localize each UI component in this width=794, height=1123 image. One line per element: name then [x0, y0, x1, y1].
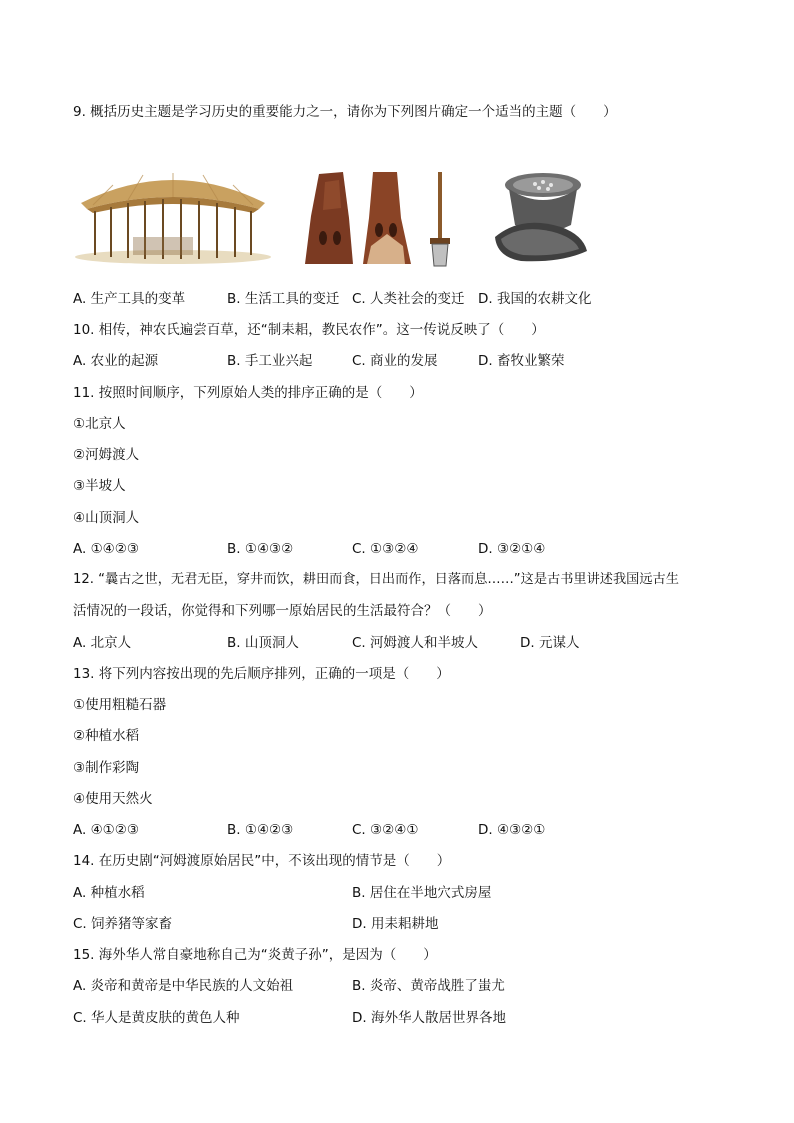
q11-stem: 11. 按照时间顺序，下列原始人类的排序正确的是（ ） [73, 385, 423, 401]
q10-stem: 10. 相传，神农氏遍尝百草，还“制耒耜，教民农作”。这一传说反映了（ ） [73, 322, 545, 338]
thatched-hut-image [73, 165, 273, 265]
grinding-stone-image [491, 165, 591, 271]
q12-option-a: A. 北京人 [73, 635, 132, 651]
q15-option-b: B. 炎帝、黄帝战胜了蚩尤 [352, 978, 505, 994]
q10-option-c: C. 商业的发展 [352, 353, 438, 369]
q13-item-4: ④使用天然火 [73, 791, 153, 807]
q10-option-a: A. 农业的起源 [73, 353, 159, 369]
q12-stem-line1: 12. “曩古之世，无君无臣，穿井而饮，耕田而食，日出而作，日落而息……”这是古书里讲述我国远古生 [73, 572, 679, 587]
q11-option-a: A. ①④②③ [73, 541, 139, 557]
q9-option-b: B. 生活工具的变迁 [227, 291, 340, 307]
q13-option-c: C. ③②④① [352, 822, 419, 838]
q9-option-c: C. 人类社会的变迁 [352, 291, 465, 307]
q14-stem: 14. 在历史剧“河姆渡原始居民”中，不该出现的情节是（ ） [73, 853, 451, 869]
q12-option-d: D. 元谋人 [520, 635, 580, 651]
q15-option-a: A. 炎帝和黄帝是中华民族的人文始祖 [73, 978, 294, 994]
q14-option-d: D. 用耒耜耕地 [352, 916, 439, 932]
q11-option-d: D. ③②①④ [478, 541, 546, 557]
q15-option-c: C. 华人是黄皮肤的黄色人种 [73, 1010, 240, 1026]
q13-stem: 13. 将下列内容按出现的先后顺序排列，正确的一项是（ ） [73, 666, 450, 682]
q12-option-b: B. 山顶洞人 [227, 635, 299, 651]
q11-option-b: B. ①④③② [227, 541, 294, 557]
q11-item-1: ①北京人 [73, 416, 126, 432]
q9-images [73, 160, 613, 275]
q13-item-3: ③制作彩陶 [73, 760, 140, 776]
q13-item-2: ②种植水稻 [73, 728, 140, 744]
q10-option-d: D. 畜牧业繁荣 [478, 353, 565, 369]
q10-option-b: B. 手工业兴起 [227, 353, 313, 369]
q12-option-c: C. 河姆渡人和半坡人 [352, 635, 479, 651]
q11-item-3: ③半坡人 [73, 478, 126, 494]
q14-option-b: B. 居住在半地穴式房屋 [352, 885, 492, 901]
q13-option-b: B. ①④②③ [227, 822, 294, 838]
q9-option-d: D. 我国的农耕文化 [478, 291, 592, 307]
q11-option-c: C. ①③②④ [352, 541, 419, 557]
q9-option-a: A. 生产工具的变革 [73, 291, 186, 307]
q14-option-a: A. 种植水稻 [73, 885, 145, 901]
q13-item-1: ①使用粗糙石器 [73, 697, 167, 713]
stone-tools-image [301, 168, 461, 270]
q14-option-c: C. 饲养猪等家畜 [73, 916, 173, 932]
q13-option-d: D. ④③②① [478, 822, 546, 838]
q15-stem: 15. 海外华人常自豪地称自己为“炎黄子孙”，是因为（ ） [73, 947, 437, 963]
q11-item-4: ④山顶洞人 [73, 510, 140, 526]
q11-item-2: ②河姆渡人 [73, 447, 140, 463]
q9-stem: 9. 概括历史主题是学习历史的重要能力之一，请你为下列图片确定一个适当的主题（ ） [73, 104, 617, 120]
q12-stem-line2: 活情况的一段话，你觉得和下列哪一原始居民的生活最符合？（ ） [73, 603, 492, 619]
q13-option-a: A. ④①②③ [73, 822, 139, 838]
q15-option-d: D. 海外华人散居世界各地 [352, 1010, 506, 1026]
